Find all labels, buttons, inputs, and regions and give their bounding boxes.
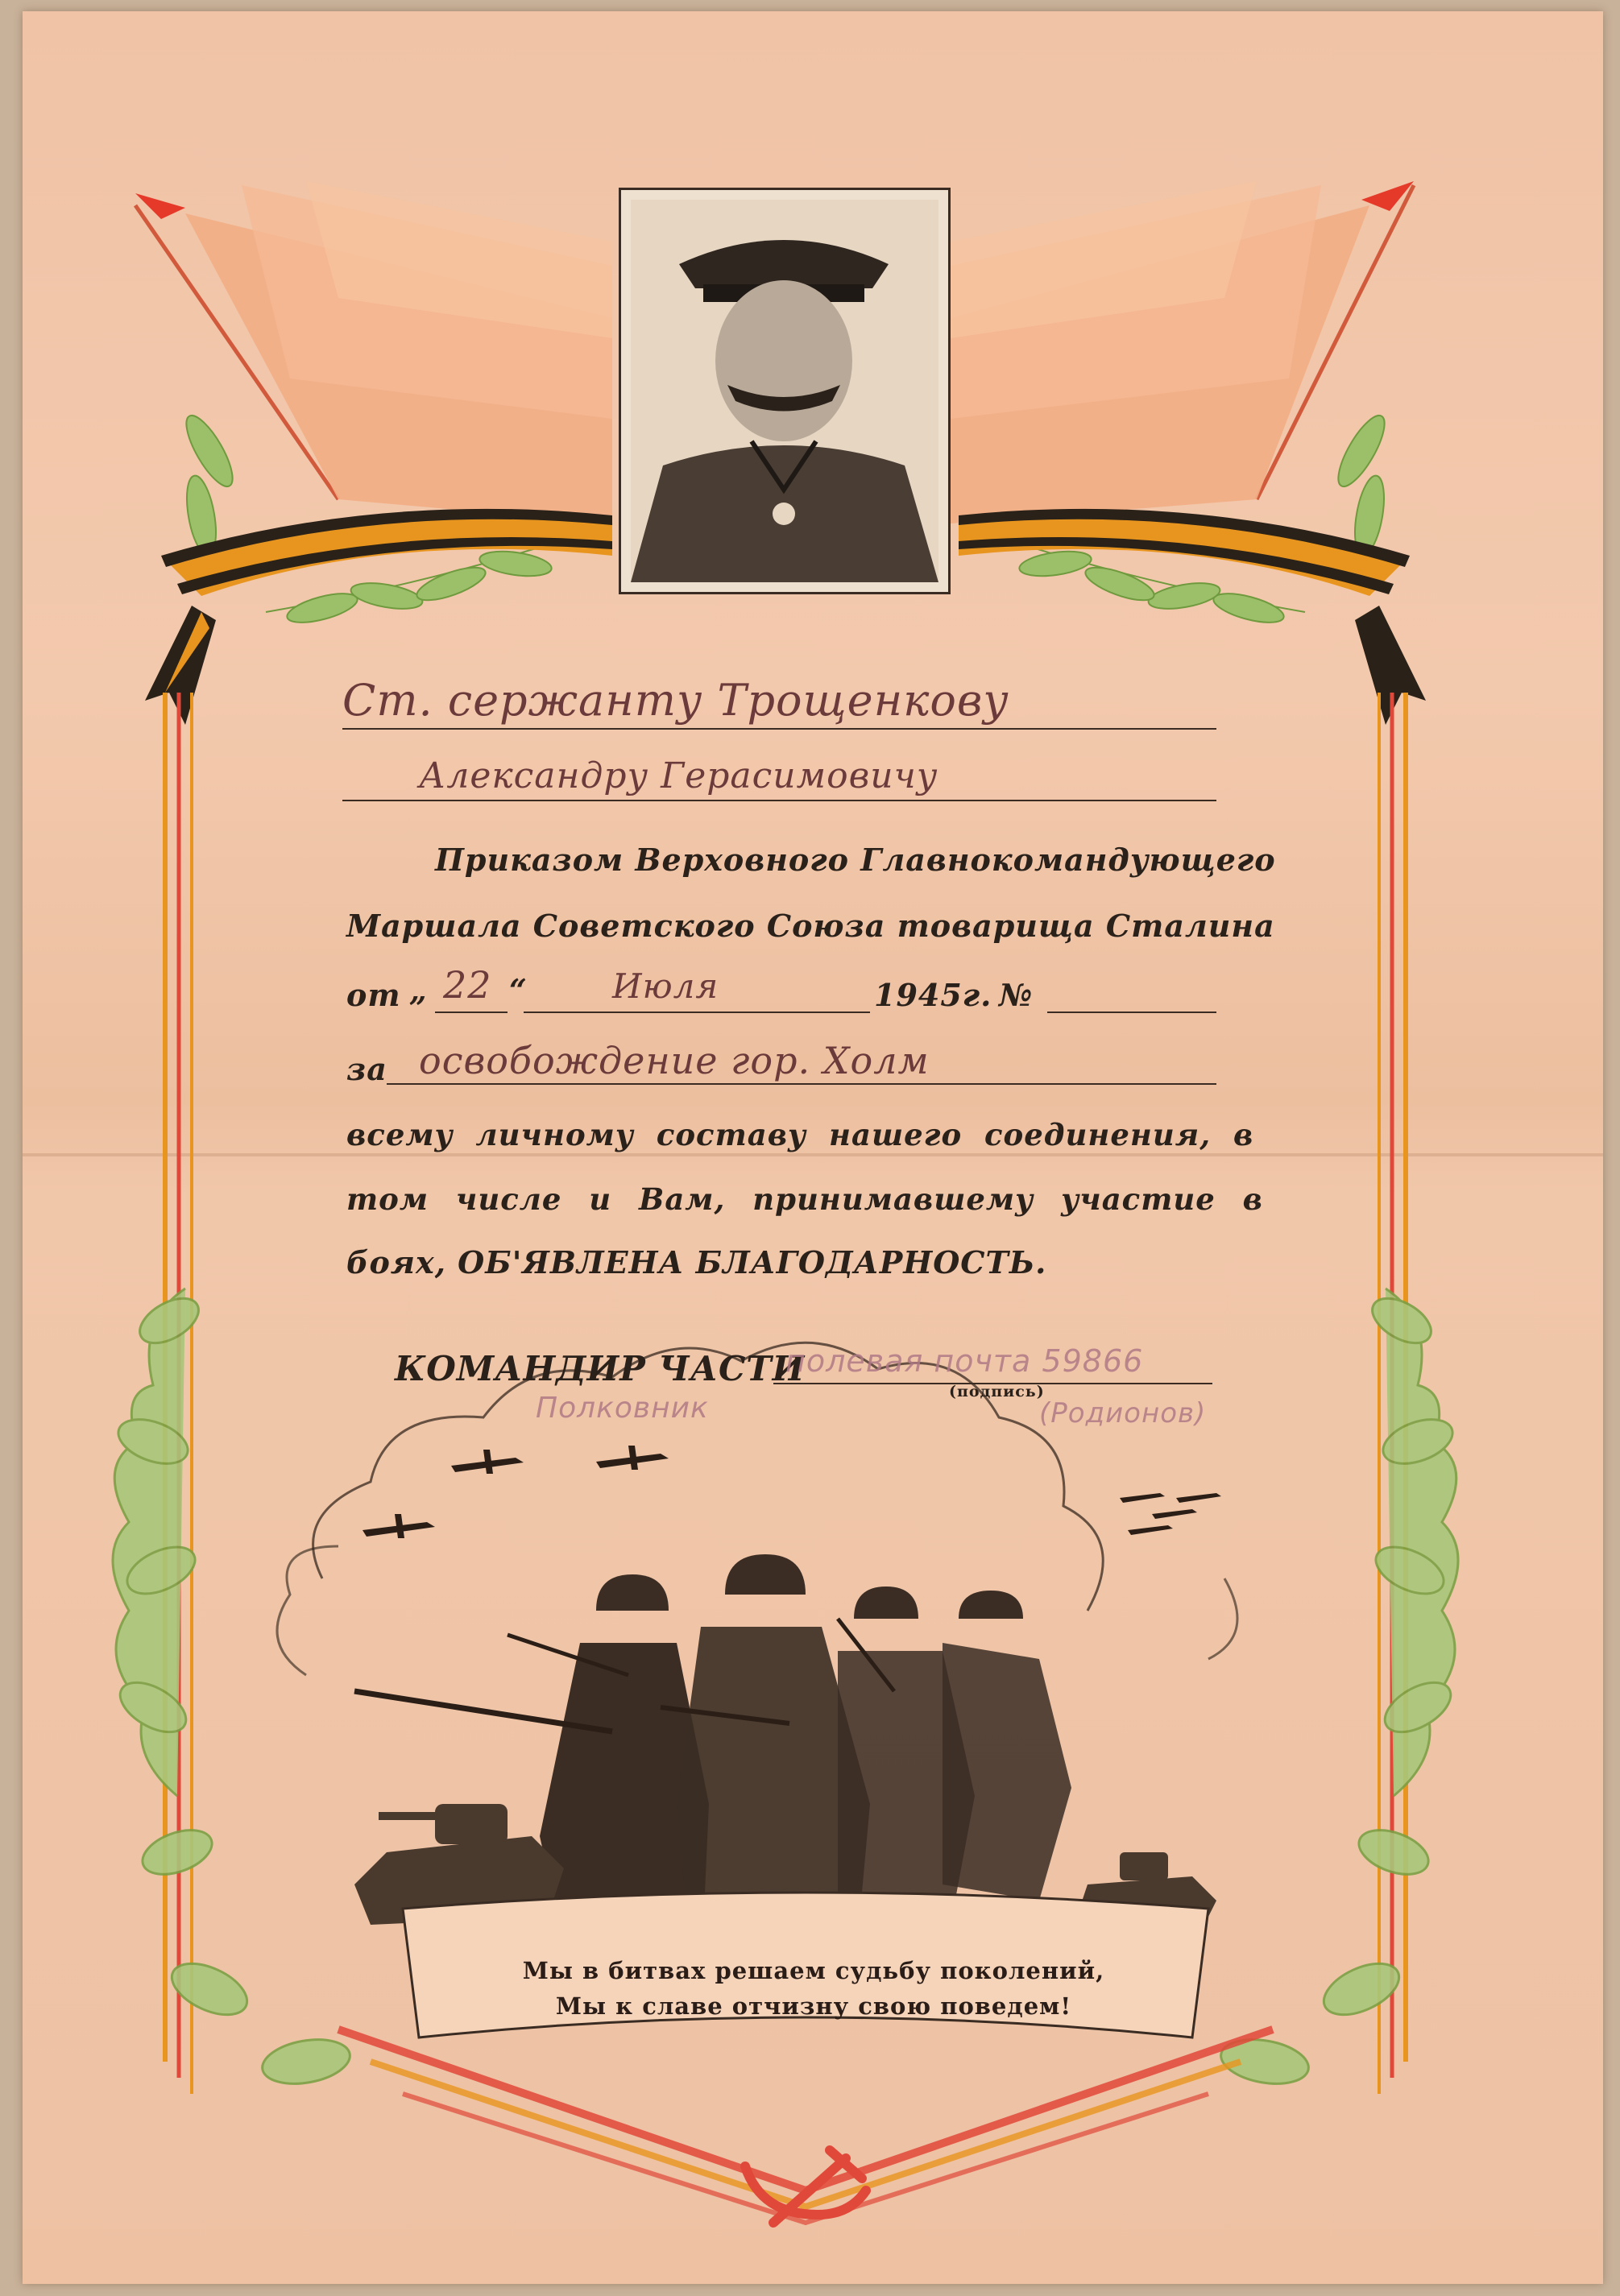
recipient-line-2 [342, 800, 1216, 801]
order-year: 1945г. [874, 977, 992, 1013]
order-line-1: Приказом Верховного Главнокомандующего [435, 842, 1276, 878]
order-date-day: 22 [443, 963, 492, 1007]
order-for-text: освобождение гор. Холм [419, 1039, 930, 1082]
order-body-line-2: том числе и Вам, принимавшему участие в [346, 1181, 1263, 1217]
banner-icon [338, 1893, 1273, 2223]
order-number-line [1047, 1011, 1216, 1013]
airplane-icon [363, 1446, 1221, 1538]
quote-close: “ [509, 972, 528, 1008]
order-number-label: № [999, 977, 1034, 1013]
stamp-name: (Родионов) [1039, 1397, 1207, 1429]
order-line-2: Маршала Советского Союза товарища Сталина [346, 908, 1275, 944]
recipient-rank-surname: Ст. сержанту Трощенкову [342, 675, 1009, 726]
date-month-line [524, 1011, 870, 1013]
motto [451, 1953, 1176, 2024]
for-line [387, 1083, 1216, 1085]
motto-line-2: Мы к славе отчизну свою поведем! [555, 1992, 1072, 2020]
motto-line-1: Мы в битвах решаем судьбу поколений, [522, 1957, 1105, 1984]
signature-caption: (подпись) [949, 1383, 1045, 1400]
portrait-image [619, 188, 951, 594]
date-day-line [435, 1011, 508, 1013]
commander-label: КОМАНДИР ЧАСТИ [395, 1349, 806, 1388]
recipient-name-patronymic: Александру Герасимовичу [419, 755, 938, 796]
order-body-line-1: всему личному составу нашего соединения, в [346, 1117, 1254, 1152]
quote-open: „ [409, 972, 428, 1008]
order-body-line-3: боях, ОБ'ЯВЛЕНА БЛАГОДАРНОСТЬ. [346, 1244, 1047, 1280]
order-from-prefix: от [346, 977, 401, 1013]
stamp-field-post: полевая почта 59866 [785, 1343, 1144, 1379]
recipient-line-1 [342, 728, 1216, 730]
order-date-month: Июля [612, 966, 719, 1006]
order-for-prefix: за [346, 1051, 387, 1087]
stamp-rank: Полковник [536, 1392, 709, 1425]
flag-icon [135, 181, 612, 523]
